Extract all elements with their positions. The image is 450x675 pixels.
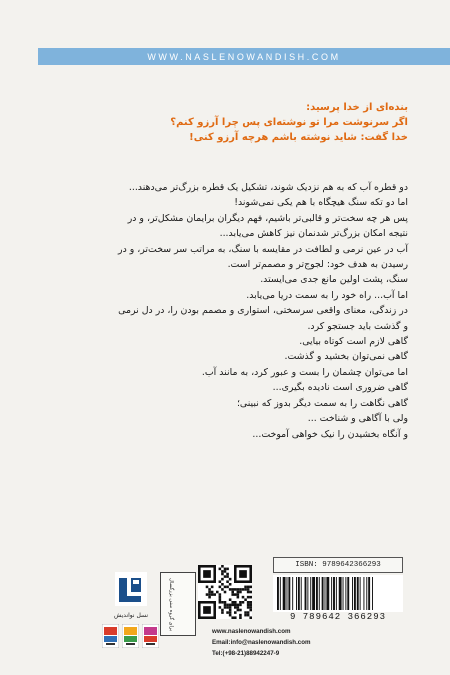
barcode-bar [347,577,349,610]
barcode-bar [354,577,356,610]
qr-module [224,568,227,571]
qr-module [244,611,247,614]
qr-module [221,573,224,576]
qr-module [219,606,222,609]
qr-module [247,611,250,614]
qr-module [224,591,227,594]
barcode-bar [307,577,308,610]
qr-module [239,609,242,612]
body-line: سنگ، پشت اولین مانع جدی می‌ایستد. [260,274,408,286]
qr-module [226,611,229,614]
qr-code-icon [198,565,252,619]
qr-module [226,604,229,607]
barcode-bar [319,577,320,610]
qr-module [221,588,224,591]
qr-module [244,598,247,601]
qr-module [249,596,252,599]
qr-module [229,583,232,586]
qr-module [234,601,237,604]
barcode-bar [305,577,307,610]
barcode-bar [333,577,335,610]
qr-module [247,614,250,617]
qr-module [247,601,250,604]
qr-module [208,588,211,591]
qr-module [229,611,232,614]
qr-module [249,591,252,594]
qr-module [247,591,250,594]
qr-module [206,586,209,589]
qr-module [237,591,240,594]
qr-module [221,609,224,612]
qr-module [229,578,232,581]
barcode-bar [301,577,302,610]
body-line: گاهی نگاهت را به سمت دیگر بدوز که نبینی؛ [236,397,408,409]
qr-module [221,565,224,568]
qr-module [242,601,245,604]
qr-module [226,575,229,578]
barcode-bar [283,577,286,610]
body-line: و گذشت باید جستجو کرد. [307,320,408,332]
qr-module [208,591,211,594]
qr-module [234,606,237,609]
barcode-bar [287,577,288,610]
qr-module [249,616,252,619]
qr-module [237,593,240,596]
qr-module [249,604,252,607]
qr-module [234,604,237,607]
qr-module [224,601,227,604]
qr-module [247,586,250,589]
barcode-digits: 9 789642 366293 [289,612,386,622]
qr-module [224,606,227,609]
qr-module [249,606,252,609]
barcode-bar [363,577,364,610]
qr-module [234,593,237,596]
barcode-bar [352,577,353,610]
barcode-bar [316,577,318,610]
qr-module [226,568,229,571]
body-line: آب در عین نرمی و لطافت در مقایسه با سنگ، به مراتب سر سخت‌تر، و در [118,243,408,255]
intro-line: اگر سرنوشت مرا تو نوشته‌ای پس چرا آرزو کنم؟ [170,117,408,128]
qr-module [237,588,240,591]
qr-module [247,606,250,609]
qr-module [244,588,247,591]
qr-module [211,586,214,589]
barcode-bar [345,577,346,610]
qr-module [229,604,232,607]
qr-module [221,578,224,581]
qr-module [237,596,240,599]
qr-module [229,588,232,591]
age-group-box [160,572,196,636]
intro-quote [78,100,408,145]
qr-module [226,573,229,576]
qr-module [231,601,234,604]
qr-module [229,598,232,601]
qr-module [239,591,242,594]
qr-module [247,604,250,607]
qr-module [219,598,222,601]
barcode-bar [325,577,326,610]
body-line: گاهی نمی‌توان بخشید و گذشت. [284,351,408,363]
contact-email: Email:info@naslenowandish.com [212,639,311,646]
barcode-bar [372,577,373,610]
qr-module [224,586,227,589]
qr-module [242,588,245,591]
age-group-text: برای گروه سنی بزرگسال [168,578,174,631]
qr-module [229,614,232,617]
qr-module [219,593,222,596]
body-paragraph [42,180,408,442]
qr-module [239,588,242,591]
qr-module [213,593,216,596]
qr-module [244,586,247,589]
qr-module [239,601,242,604]
body-line: رسیدن به هدف خود: لجوج‌تر و مصمم‌تر است. [227,259,408,271]
qr-module [226,586,229,589]
qr-module [224,604,227,607]
website-banner [38,48,450,65]
qr-module [224,570,227,573]
badge-icon [142,624,159,648]
qr-module [203,570,211,578]
body-line: نتیجه امکان بزرگ‌تر شدنمان نیز کاهش می‌یابد... [219,228,408,240]
qr-module [244,614,247,617]
body-line: ولی با آگاهی و شناخت ... [307,413,408,425]
qr-module [239,616,242,619]
qr-module [247,596,250,599]
barcode-bar [343,577,344,610]
qr-module [219,596,222,599]
body-line: اما می‌توان چشمان را بست و عبور کرد، به مانند آب. [201,366,408,378]
qr-module [203,606,211,614]
barcode [273,575,403,612]
qr-module [211,591,214,594]
qr-module [231,604,234,607]
barcode-bar [357,577,359,610]
body-line: پس هر چه سخت‌تر و قالبی‌تر باشیم، فهم دیگران برایمان مشکل‌تر، و در [127,212,408,224]
barcode-bar [326,577,329,610]
barcode-bar [331,577,332,610]
qr-module [221,583,224,586]
qr-module [219,601,222,604]
qr-module [208,593,211,596]
badge-icon [102,624,119,648]
body-line: و آنگاه بخشیدن را نیک خواهی آموخت... [252,428,408,440]
qr-module [221,570,224,573]
qr-module [249,586,252,589]
qr-module [249,609,252,612]
body-line: اما دو تکه سنگ هیچگاه با هم یکی نمی‌شوند! [234,197,408,209]
qr-module [249,601,252,604]
qr-module [219,568,222,571]
barcode-bar [339,577,342,610]
barcode-bar [292,577,293,610]
qr-module [219,580,222,583]
intro-line: بنده‌ای از خدا پرسید: [306,102,408,113]
website-url: WWW.NASLENOWANDISH.COM [147,51,341,62]
qr-module [229,609,232,612]
qr-module [247,588,250,591]
qr-module [226,580,229,583]
qr-module [206,593,209,596]
barcode-bar [298,577,300,610]
contact-website: www.naslenowandish.com [212,628,291,635]
badge-icon [122,624,139,648]
qr-module [208,596,211,599]
qr-module [239,614,242,617]
qr-module [239,570,247,578]
publisher-name: نسل نواندیش [113,612,149,619]
qr-module [231,616,234,619]
qr-module [231,593,234,596]
barcode-bar [360,577,361,610]
body-line: در زندگی، معنای واقعی سرسختی، استواری و مصمم بودن را، در دل نرمی [118,305,408,317]
barcode-bar [277,577,279,610]
qr-module [224,575,227,578]
qr-module [237,606,240,609]
qr-module [216,591,219,594]
barcode-bar [322,577,324,610]
qr-module [234,588,237,591]
qr-module [211,593,214,596]
qr-module [237,604,240,607]
barcode-bar [280,577,281,610]
qr-module [221,611,224,614]
intro-line: خدا گفت: شاید نوشته باشم هرچه آرزو کنی! [189,132,408,143]
qr-module [221,601,224,604]
body-line: گاهی ضروری است نادیده بگیری... [272,382,408,394]
qr-module [229,606,232,609]
qr-module [231,591,234,594]
qr-module [219,586,222,589]
qr-module [237,609,240,612]
barcode-bar [288,577,290,610]
contact-phone: Tel:(+98-21)88942247-9 [212,650,280,657]
body-line: گاهی لازم است کوتاه بیایی. [299,336,408,348]
isbn-label: ISBN: 9789642366293 [273,557,403,573]
barcode-bar [336,577,337,610]
qr-module [231,588,234,591]
barcode-bar [310,577,311,610]
qr-module [234,616,237,619]
publisher-badges [100,622,160,650]
qr-module [234,611,237,614]
body-line: دو قطره آب که به هم نزدیک شوند، تشکیل یک قطره بزرگ‌تر می‌دهند... [128,182,408,193]
barcode-bar [366,577,367,610]
qr-module [242,596,245,599]
publisher-logo-icon [113,570,149,610]
qr-module [239,604,242,607]
barcode-bar [312,577,315,610]
barcode-bar [296,577,297,610]
body-line: اما آب... راه خود را به سمت دریا می‌یابد. [246,289,408,301]
barcode-bar [368,577,370,610]
qr-module [226,606,229,609]
